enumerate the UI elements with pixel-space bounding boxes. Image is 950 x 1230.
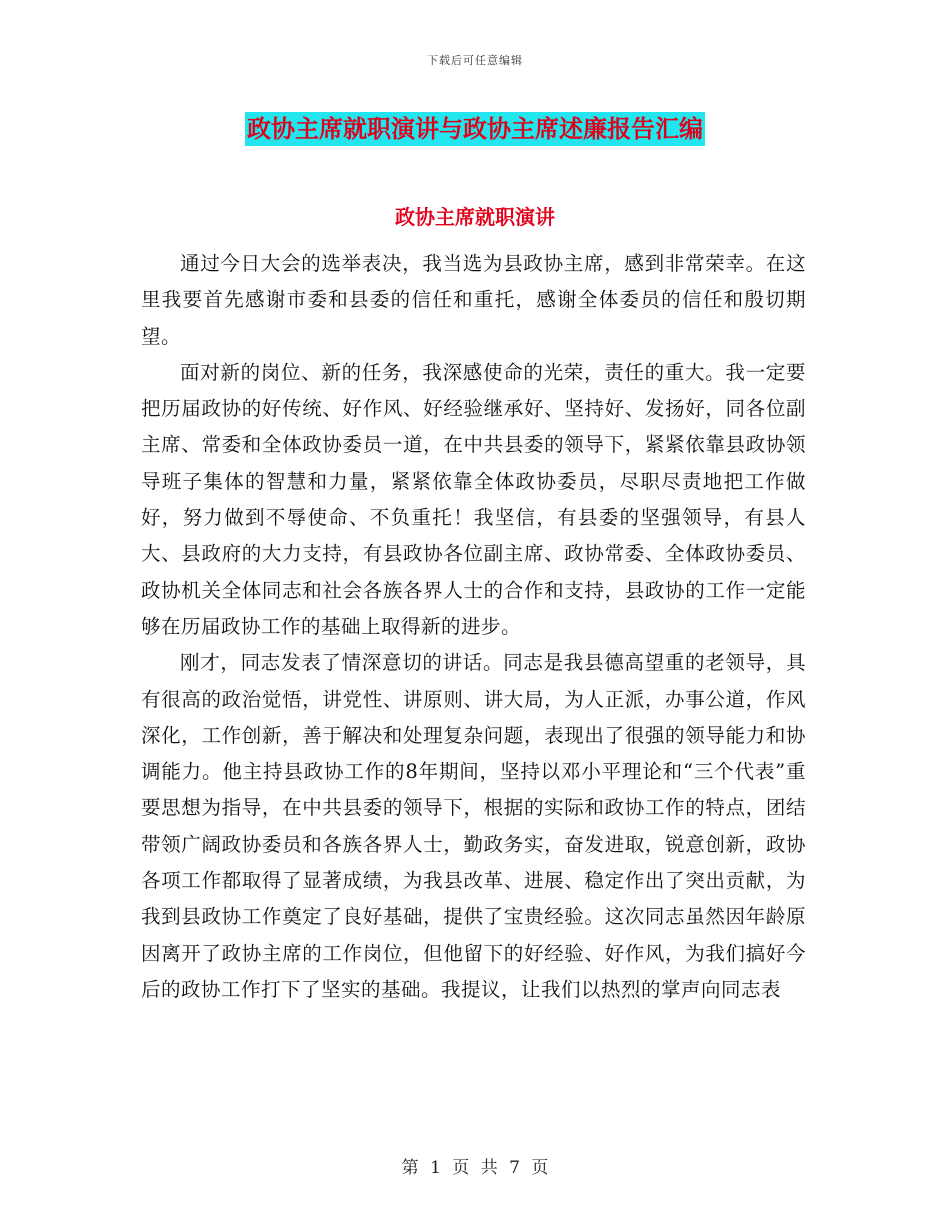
page-number-footer: 第 1 页 共 7 页 (401, 1158, 549, 1178)
paragraph: 刚才，同志发表了情深意切的讲话。同志是我县德高望重的老领导，具有很高的政治觉悟，讲党性、讲原则、讲大局，为人正派，办事公道，作风深化，工作创新，善于解决和处理复杂问题，表现出了很强的领导能力和协调能力。他主持县政协工作的8年期间，坚持以邓小平理论和“三个代表”重要思想为指导，在中共县委的领导下，根据的实际和政协工作的特点，团结带领广阔政协委员和各族各界人士，勤政务实，奋发进取，锐意创新，政协各项工作都取得了显著成绩，为我县改革、进展、稳定作出了突出贡献，为我到县政协工作奠定了良好基础，提供了宝贵经验。这次同志虽然因年龄原因离开了政协主席的工作岗位，但他留下的好经验、好作风，为我们搞好今后的政协工作打下了坚实的基础。我提议，让我们以热烈的掌声向同志表 (141, 651, 806, 1001)
main-title-container (0, 112, 950, 146)
document-title: 政协主席就职演讲与政协主席述廉报告汇编 (245, 112, 705, 146)
paragraph: 通过今日大会的选举表决，我当选为县政协主席，感到非常荣幸。在这里我要首先感谢市委和县委的信任和重托，感谢全体委员的信任和殷切期望。 (141, 252, 806, 348)
header-note: 下载后可任意编辑 (427, 54, 523, 67)
section-title: 政协主席就职演讲 (395, 205, 555, 229)
paragraph: 面对新的岗位、新的任务，我深感使命的光荣，责任的重大。我一定要把历届政协的好传统、好作风、好经验继承好、坚持好、发扬好，同各位副主席、常委和全体政协委员一道，在中共县委的领导下，紧紧依靠县政协领导班子集体的智慧和力量，紧紧依靠全体政协委员，尽职尽责地把工作做好，努力做到不辱使命、不负重托！我坚信，有县委的坚强领导，有县人大、县政府的大力支持，有县政协各位副主席、政协常委、全体政协委员、政协机关全体同志和社会各族各界人士的合作和支持，县政协的工作一定能够在历届政协工作的基础上取得新的进步。 (141, 360, 806, 638)
body-text (141, 246, 806, 1008)
